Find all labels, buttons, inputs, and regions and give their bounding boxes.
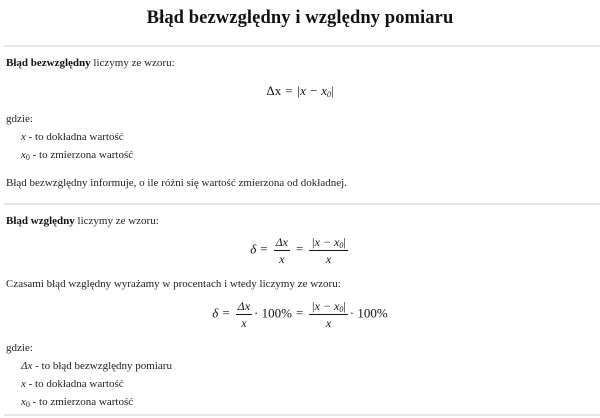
absolute-error-intro: Błąd bezwzględny liczymy ze wzoru: [6,57,175,69]
absolute-error-term: Błąd bezwzględny [6,57,91,69]
relative-error-term: Błąd względny [6,215,75,227]
definition-item: x - to dokładna wartość [21,131,124,143]
where-label-2: gdzie: [6,342,33,354]
definition-item: $x_0$ - to zmierzona wartość [21,149,134,162]
relative-error-formula: δ = $\frac{\Delta x}{x}$ = $\frac{|x - x_0|}{x}$ [250,235,346,266]
divider-bottom [4,414,600,416]
divider-middle [4,203,600,205]
absolute-error-summary: Błąd bezwzględny informuje, o ile różni się wartość zmierzona od dokładnej. [6,177,347,189]
page-title: Błąd bezwzględny i względny pomiaru [146,8,454,28]
absolute-error-formula: $\Delta x = |x - x_0|$ [266,83,334,99]
definition-item: Δx - to błąd bezwzględny pomiaru [21,360,172,372]
definition-item: x - to dokładna wartość [21,378,124,390]
percent-intro: Czasami błąd względny wyrażamy w procentach i wtedy liczymy ze wzoru: [6,278,341,290]
relative-error-intro: Błąd względny liczymy ze wzoru: [6,215,159,227]
relative-error-percent-formula: δ = $\frac{\Delta x}{x}$ · 100% = $\frac{|x - x_0|}{x}$ · 100% [212,299,388,330]
divider-top [4,45,600,47]
definition-item: $x_0$ - to zmierzona wartość [21,396,134,409]
where-label-1: gdzie: [6,113,33,125]
